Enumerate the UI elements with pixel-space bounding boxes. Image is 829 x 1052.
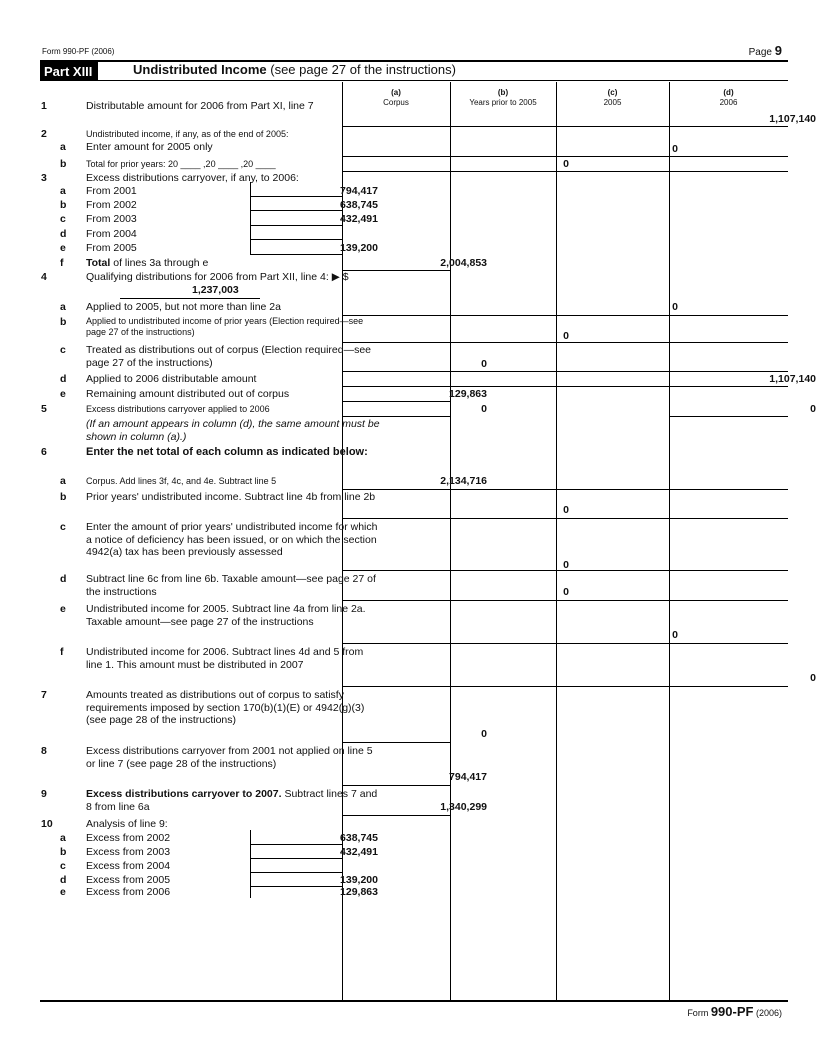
rule-6a [342, 489, 788, 490]
rule-7 [342, 742, 450, 743]
rule-9 [342, 815, 450, 816]
form-header-label: Form 990-PF (2006) [42, 47, 115, 56]
rule-2b [342, 171, 788, 172]
rule-10c [250, 872, 342, 873]
rule-6f [342, 686, 788, 687]
rule-5a [342, 416, 450, 417]
rule-5d [669, 416, 788, 417]
bottom-rule [40, 1000, 788, 1002]
column-header-c: (c) 2005 [603, 88, 622, 107]
column-header-b: (b) Years prior to 2005 [469, 88, 537, 107]
rule-10b [250, 858, 342, 859]
rule-3d [250, 239, 342, 240]
rule-6e [342, 643, 788, 644]
rule-3b [250, 210, 342, 211]
column-divider-d [669, 82, 670, 1000]
rule-4c [342, 371, 788, 372]
rule-3c [250, 225, 342, 226]
part-title: Undistributed Income (see page 27 of the instructions) [133, 62, 456, 77]
rule-4-amount [120, 298, 260, 299]
line-1-d: 1,107,140 [769, 113, 816, 125]
rule-10d [250, 886, 342, 887]
rule-10-box [250, 830, 251, 898]
rule-3e [250, 254, 342, 255]
column-header-d: (d) 2006 [719, 88, 738, 107]
form-footer: Form 990-PF (2006) [687, 1004, 782, 1019]
column-divider-c [556, 82, 557, 1000]
column-header-a: (a) Corpus [383, 88, 409, 107]
rule-6c [342, 570, 788, 571]
part-label: Part XIII [40, 62, 98, 81]
column-divider-b [450, 82, 451, 1000]
page-number: Page 9 [748, 43, 782, 58]
part-rule [40, 80, 788, 81]
rule-4d [342, 386, 788, 387]
rule-6d [342, 600, 788, 601]
rule-4a [342, 315, 788, 316]
rule-4e [342, 401, 450, 402]
rule-line1 [342, 126, 788, 127]
rule-8 [342, 785, 450, 786]
rule-2a [342, 156, 788, 157]
rule-3a [250, 196, 342, 197]
rule-4b [342, 342, 788, 343]
rule-3-box [250, 182, 251, 254]
rule-10a [250, 844, 342, 845]
rule-6b [342, 518, 788, 519]
line-1: 1 Distributable amount for 2006 from Part XI, line 7 1,107,140 [41, 100, 816, 125]
